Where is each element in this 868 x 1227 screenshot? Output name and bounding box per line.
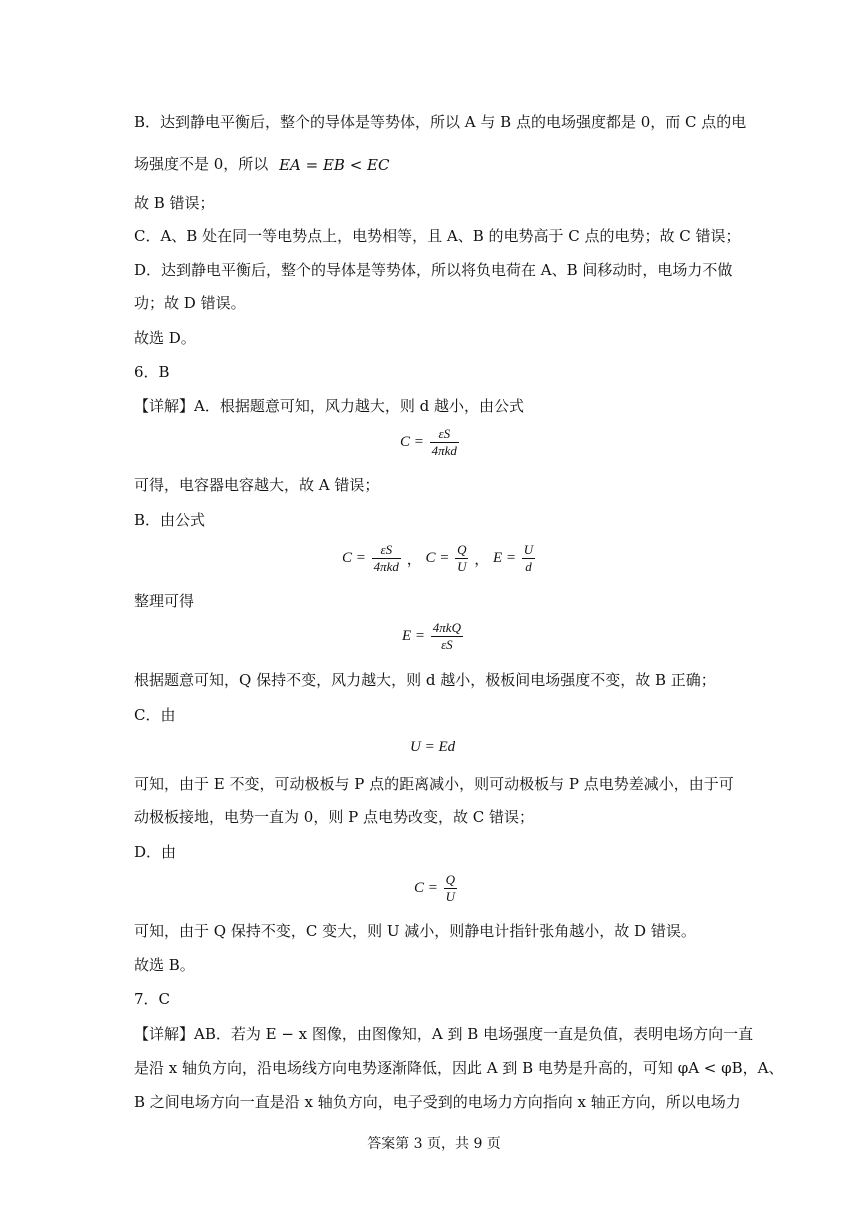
fraction-numerator: εS (372, 542, 401, 559)
fraction-denominator: U (445, 889, 456, 904)
formula-field-strength (402, 620, 465, 653)
fraction (522, 542, 535, 575)
fraction-numerator: 4πkQ (432, 620, 461, 635)
text-line: 故 B 错误； (134, 194, 215, 212)
text-line (134, 154, 389, 175)
text-line: 故选 D。 (134, 329, 196, 347)
text-segment: 场强度不是 0，所以 (134, 155, 269, 173)
fraction-numerator: Q (457, 542, 467, 557)
text-line: 是沿 x 轴负方向，沿电场线方向电势逐渐降低，因此 A 到 B 电势是升高的，可知 φA < φB，A、 (134, 1059, 784, 1077)
formula-capacitance (400, 426, 461, 459)
formula-lhs: C = (400, 434, 424, 450)
fraction (372, 542, 401, 575)
separator: ， (474, 552, 490, 568)
fraction-numerator: U (523, 542, 534, 557)
fraction-numerator: Q (445, 872, 456, 887)
formula-lhs: E = (493, 550, 517, 566)
fraction (455, 542, 468, 575)
formula-lhs: C = (342, 550, 366, 566)
text-line: 整理可得 (134, 592, 195, 610)
question-number: 7．C (134, 990, 171, 1008)
question-number: 6．B (134, 363, 170, 381)
fraction-denominator: d (525, 559, 532, 574)
text-line: D．由 (134, 843, 177, 861)
text-line: 可得，电容器电容越大，故 A 错误； (134, 476, 380, 494)
formula-lhs: E = (402, 628, 426, 644)
text-line: 【详解】A．根据题意可知，风力越大，则 d 越小，由公式 (134, 397, 524, 415)
text-line: 可知，由于 Q 保持不变，C 变大，则 U 减小，则静电计指针张角越小，故 D 错误。 (134, 922, 696, 940)
fraction-denominator: 4πkd (373, 559, 399, 574)
text-line: 功；故 D 错误。 (134, 294, 246, 312)
fraction-denominator: 4πkd (431, 443, 457, 458)
text-line: D．达到静电平衡后，整个的导体是等势体，所以将负电荷在 A、B 间移动时，电场力不做 (134, 261, 733, 279)
text-line: B．达到静电平衡后，整个的导体是等势体，所以 A 与 B 点的电场强度都是 0，而 C 点的电 (134, 113, 747, 131)
page-footer: 答案第 3 页，共 9 页 (367, 1136, 501, 1152)
fraction (444, 872, 457, 905)
fraction-denominator: εS (441, 637, 453, 652)
text-line: 根据题意可知，Q 保持不变，风力越大，则 d 越小，极板间电场强度不变，故 B 正确； (134, 671, 716, 689)
text-line: B．由公式 (134, 511, 206, 529)
formula-capacitance-q (414, 872, 459, 905)
text-line: 可知，由于 E 不变，可动极板与 P 点的距离减小，则可动极板与 P 点电势差减小，由于可 (134, 775, 734, 793)
text-line: 动极板接地，电势一直为 0，则 P 点电势改变，故 C 错误； (134, 808, 534, 826)
separator: ， (406, 552, 422, 568)
inline-formula: EA = EB < EC (279, 156, 390, 174)
formula-lhs: C = (414, 880, 438, 896)
formula-set (342, 542, 537, 575)
fraction (431, 620, 463, 653)
formula-voltage: U = Ed (410, 739, 456, 755)
text-line: C．由 (134, 706, 176, 724)
fraction (430, 426, 459, 459)
formula-lhs: C = (425, 550, 450, 566)
text-line: C．A、B 处在同一等电势点上，电势相等，且 A、B 的电势高于 C 点的电势；故 C 错误； (134, 227, 741, 245)
fraction-denominator: U (457, 559, 467, 574)
text-line: 故选 B。 (134, 956, 195, 974)
text-line: B 之间电场方向一直是沿 x 轴负方向，电子受到的电场力方向指向 x 轴正方向，所以电场力 (134, 1093, 741, 1111)
fraction-numerator: εS (430, 426, 459, 443)
text-line: 【详解】AB．若为 E − x 图像，由图像知，A 到 B 电场强度一直是负值，表明电场方向一直 (134, 1025, 754, 1043)
